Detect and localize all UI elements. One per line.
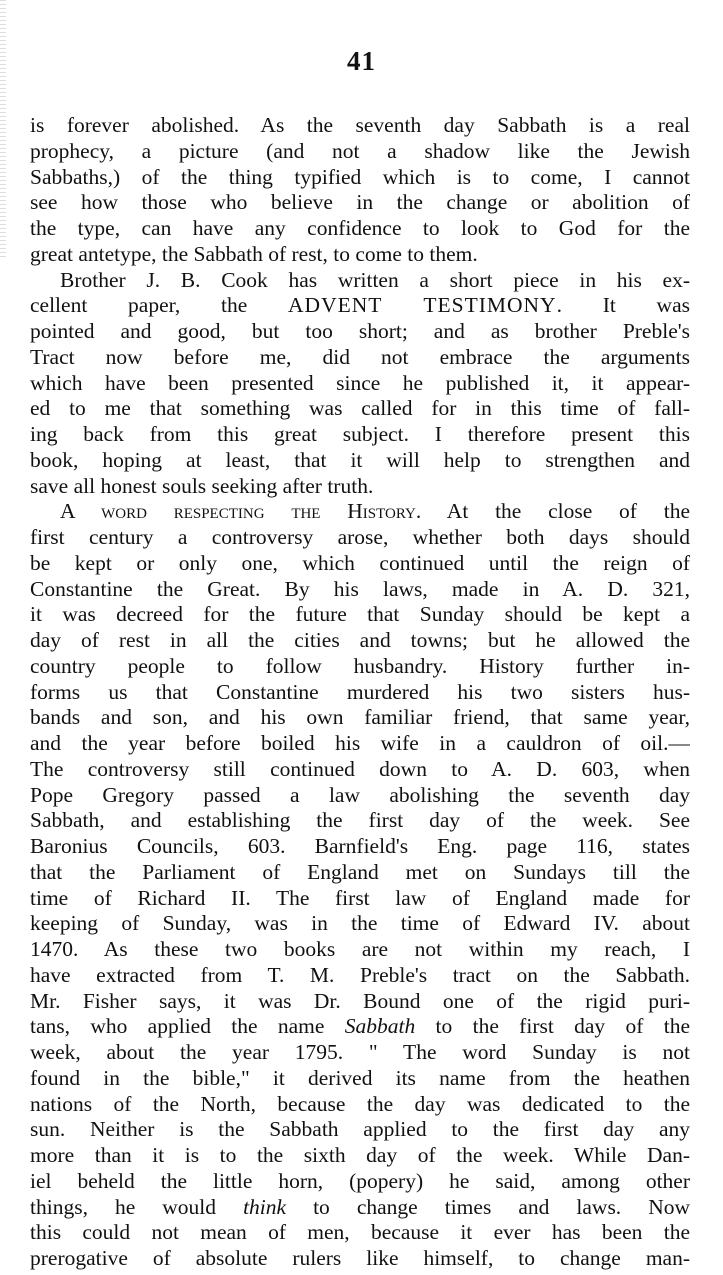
text-line: save all honest souls seeking after truth. [30,473,374,498]
text-line: see how those who believe in the change or abolition of [30,190,690,215]
text-line: Sabbaths,) of the thing typified which is to come, I cannot [30,164,690,189]
text-line: iel beheld the little horn, (popery) he said, among other [30,1168,690,1193]
text-line: 1470. As these two books are not within my reach, I [30,937,690,961]
text-line: Pope Gregory passed a law abolishing the seventh day [30,782,690,807]
text-line: country people to follow husbandry. History further in- [30,653,690,678]
section-heading: word respecting the History. [101,499,422,524]
text-line: sun. Neither is the Sabbath applied to the first day any [30,1117,690,1142]
text-line: book, hoping at least, that it will help to strengthen and [30,447,690,472]
text-line: first century a controversy arose, whether both days should [30,525,690,549]
text-run: . It was [556,293,690,318]
text-line: ed to me that something was called for in this time of fall- [30,396,690,421]
text-line: Tract now before me, did not embrace the arguments [30,344,690,369]
publication-title: ADVENT TESTIMONY [288,293,557,318]
text-line: pointed and good, but too short; and as brother Preble's [30,319,690,343]
text-line: The controversy still continued down to A. D. 603, when [30,756,690,781]
page-number: 41 [347,46,376,76]
text-run: tans, who applied the name [30,1014,345,1039]
text-line: it was decreed for the future that Sunday should be kept a [30,602,690,627]
text-line: Baronius Councils, 603. Barnfield's Eng. page 116, states [30,834,690,858]
text-run: cellent paper, the [30,293,289,318]
text-run: to change times and laws. Now [286,1194,690,1219]
text-line: prerogative of absolute rulers like himself, to change man- [30,1246,690,1270]
text-line: which have been presented since he published it, it appear- [30,370,690,395]
text-line: great antetype, the Sabbath of rest, to come to them. [30,241,478,266]
text-line [30,499,690,525]
text-run: things, he would [30,1194,244,1219]
text-line: prophecy, a picture (and not a shadow like the Jewish [30,138,690,163]
text-line [30,1014,690,1040]
text-line: Mr. Fisher says, it was Dr. Bound one of the rigid puri- [30,988,690,1013]
text-line: be kept or only one, which continued until the reign of [30,550,690,575]
text-line: nations of the North, because the day was dedicated to the [30,1091,690,1116]
text-run: to the first day of the [415,1014,690,1039]
text-line: forms us that Constantine murdered his two sisters hus- [30,679,690,704]
text-run: At the close of the [421,499,690,524]
text-line: this could not mean of men, because it ever has been the [30,1220,690,1245]
text-line: found in the bible," it derived its name from the heathen [30,1065,690,1090]
text-line: bands and son, and his own familiar friend, that same year, [30,705,690,730]
text-line [30,293,690,319]
text-line: day of rest in all the cities and towns; but he allowed the [30,628,690,652]
italic-term: Sabbath [344,1014,416,1039]
text-line: and the year before boiled his wife in a cauldron of oil.— [30,731,690,755]
text-line: more than it is to the sixth day of the week. While Dan- [30,1143,690,1167]
italic-term: think [243,1194,287,1219]
text-run: A [60,499,102,524]
body-text [30,113,690,1272]
text-line: Sabbath, and establishing the first day of the week. See [30,808,690,833]
text-line: week, about the year 1795. " The word Sunday is not [30,1040,690,1064]
text-line: keeping of Sunday, was in the time of Edward IV. about [30,911,690,936]
text-line: time of Richard II. The first law of England made for [30,885,690,910]
text-line: have extracted from T. M. Preble's tract on the Sabbath. [30,962,690,987]
text-line: Brother J. B. Cook has written a short piece in his ex- [60,267,690,292]
text-line: Constantine the Great. By his laws, made in A. D. 321, [30,576,690,601]
text-line: that the Parliament of England met on Sundays till the [30,859,690,884]
text-line [30,1195,690,1221]
text-line: ing back from this great subject. I therefore present this [30,422,690,446]
scan-edge-artifact [0,0,6,260]
text-line: is forever abolished. As the seventh day Sabbath is a real [30,113,690,137]
text-line: the type, can have any confidence to look to God for the [30,216,690,240]
